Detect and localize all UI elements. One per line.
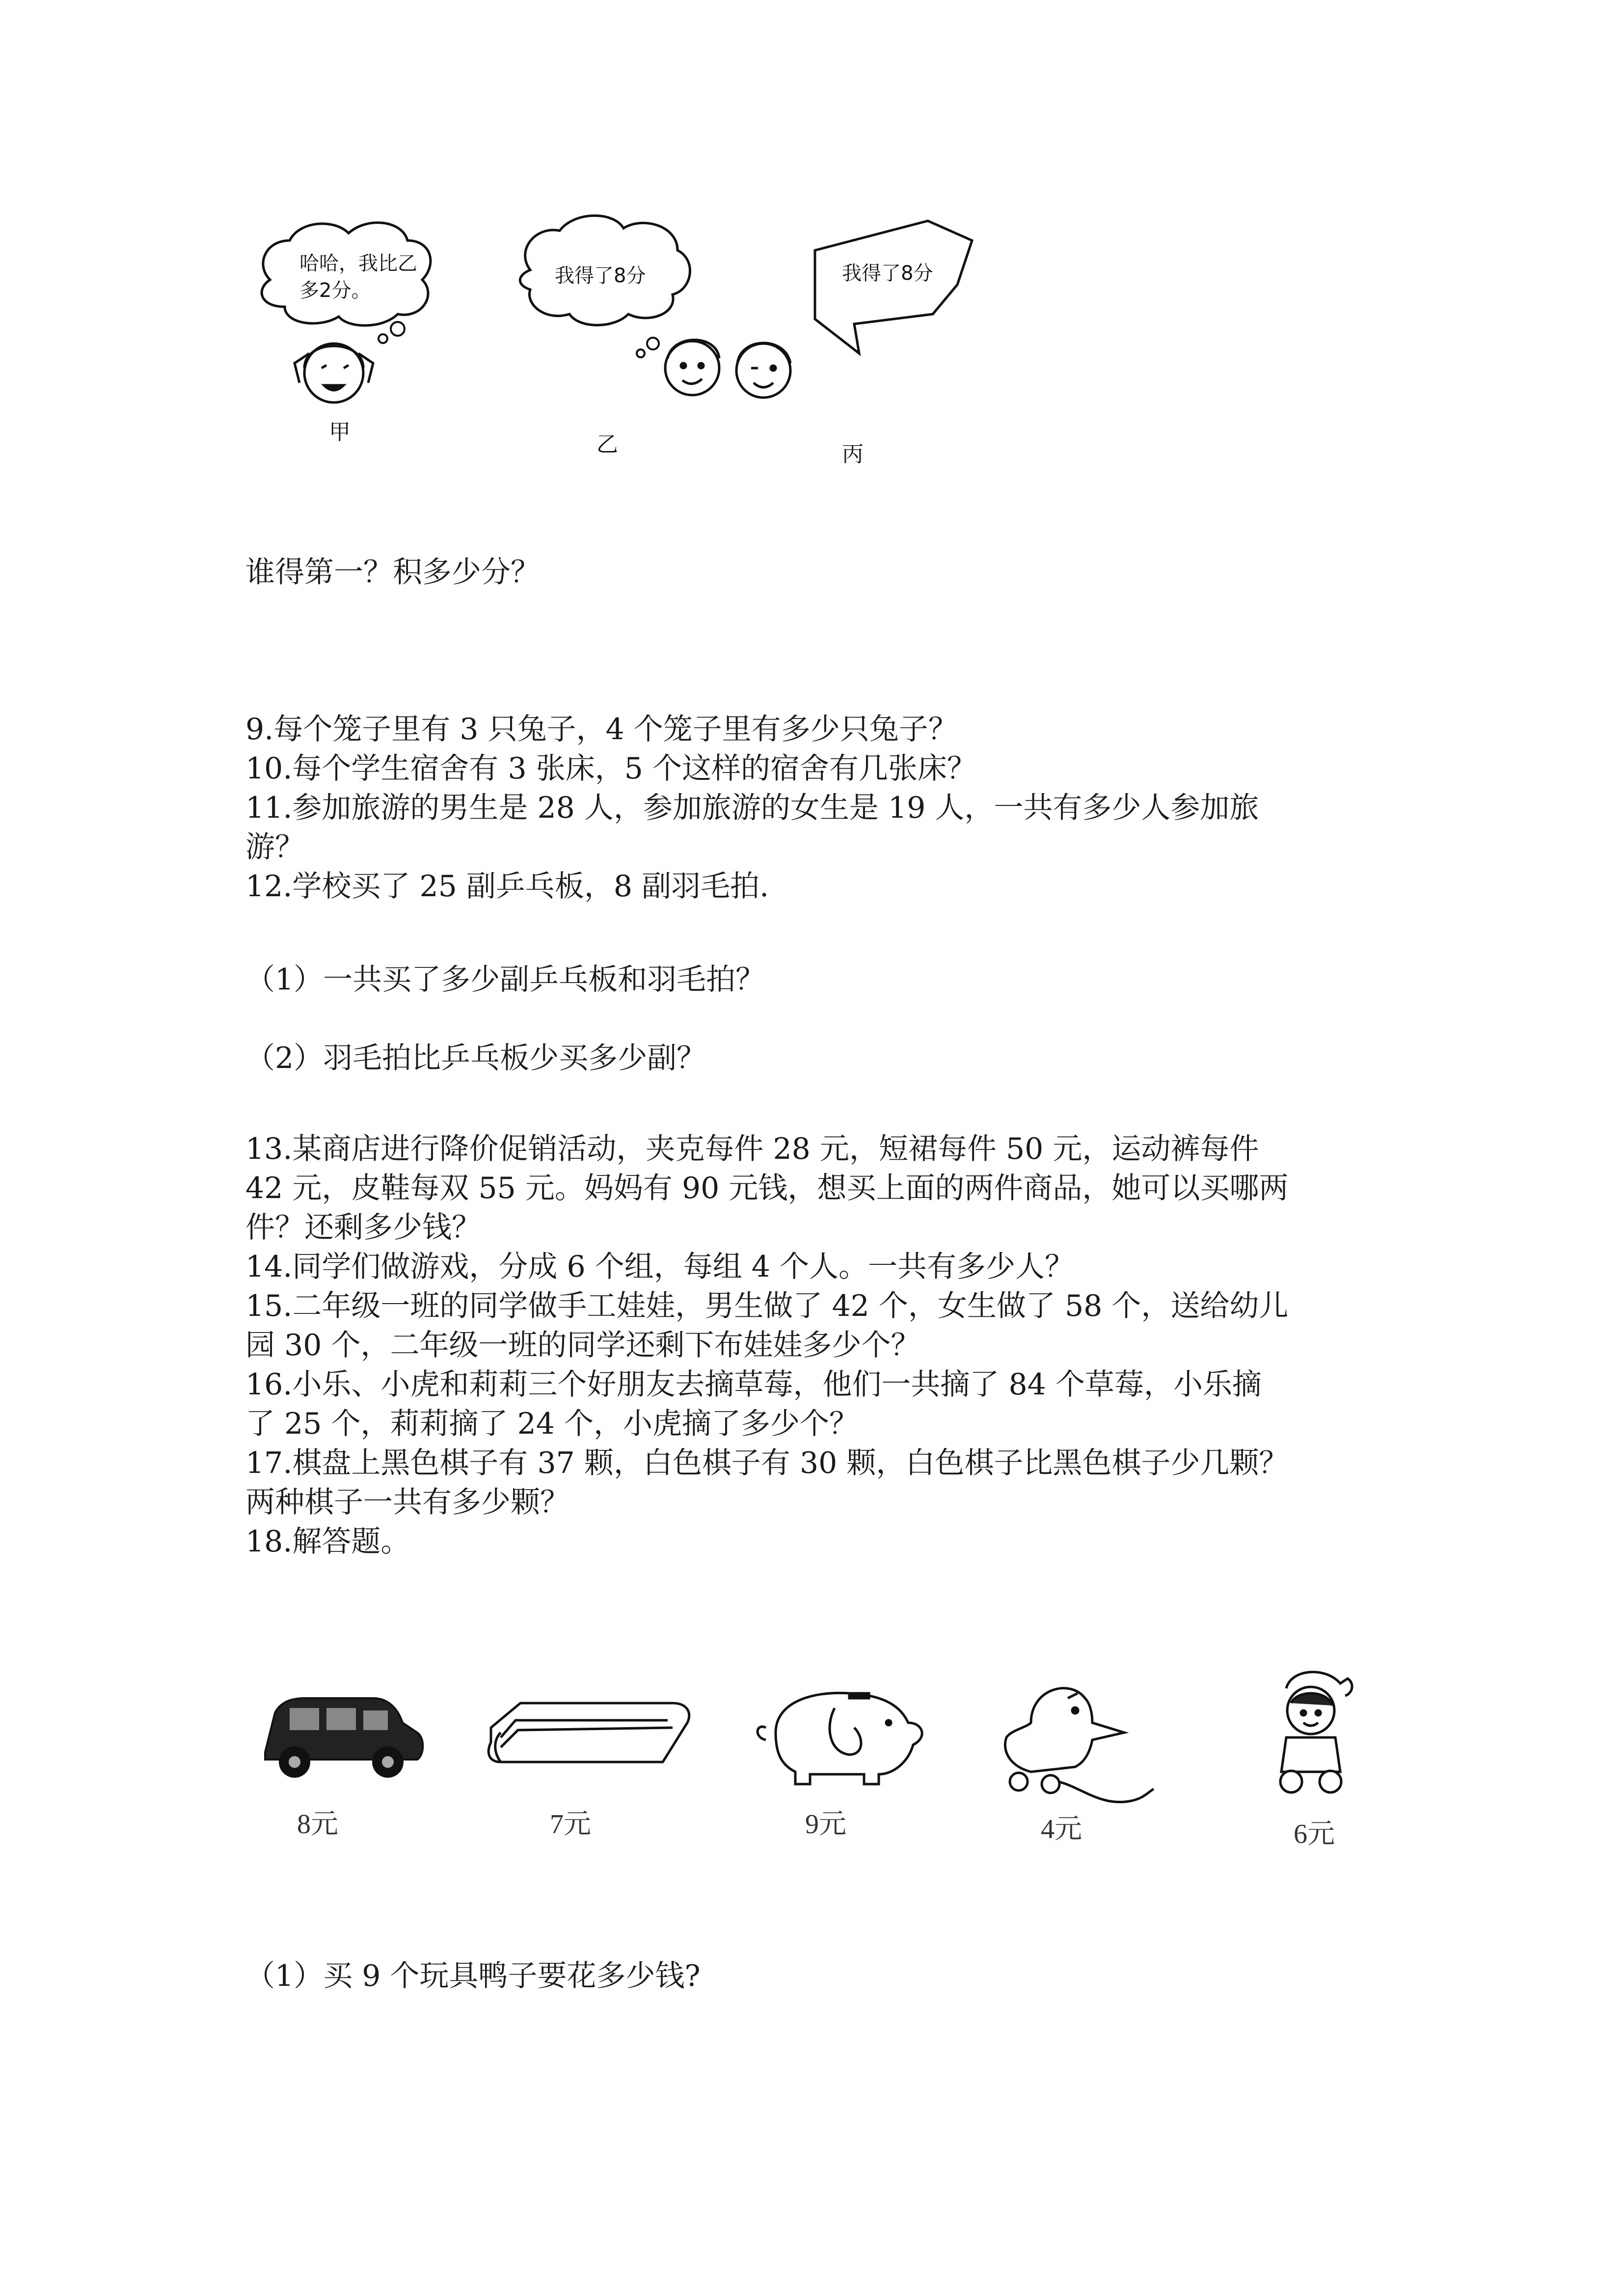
- bing-speech: 我得了8分: [842, 262, 933, 285]
- child-yi: [520, 215, 719, 457]
- speech-bubble-bing: [815, 221, 972, 353]
- yi-speech: 我得了8分: [555, 265, 646, 287]
- figure-toys: [245, 1669, 1399, 1875]
- name-bing: 丙: [842, 442, 864, 467]
- question-14: 14.同学们做游戏，分成 6 个组，每组 4 个人。一共有多少人？: [245, 1250, 1075, 1284]
- question-15-line1: 15.二年级一班的同学做手工娃娃，男生做了 42 个，女生做了 58 个，送给幼儿: [245, 1289, 1289, 1323]
- question-13-line3: 件？还剩多少钱？: [245, 1210, 481, 1245]
- question-12-part2: （2）羽毛拍比乒乓板少买多少副？: [245, 1041, 706, 1075]
- question-11-line1: 11.参加旅游的男生是 28 人，参加旅游的女生是 19 人，一共有多少人参加旅: [245, 791, 1259, 825]
- question-12: 12.学校买了 25 副乒乓板，8 副羽毛拍.: [245, 869, 769, 904]
- toy-duck-price: 4元: [1041, 1814, 1082, 1844]
- jia-speech-line2: 多2分。: [299, 279, 371, 302]
- question-17-line1: 17.棋盘上黑色棋子有 37 颗，白色棋子有 30 颗，白色棋子比黑色棋子少几颗？: [245, 1446, 1289, 1480]
- toy-duck-icon: [1005, 1688, 1154, 1802]
- jia-speech-line1: 哈哈，我比乙: [299, 252, 417, 275]
- question-17-line2: 两种棋子一共有多少颗？: [245, 1485, 569, 1520]
- child-jia: [262, 223, 431, 445]
- question-9: 9.每个笼子里有 3 只兔子，4 个笼子里有多少只兔子？: [245, 712, 958, 747]
- pencil-case-price: 7元: [550, 1809, 591, 1840]
- name-jia: 甲: [329, 420, 351, 445]
- question-11-line2: 游？: [245, 830, 304, 864]
- question-18-part1: （1）买 9 个玩具鸭子要花多少钱?: [245, 1959, 701, 1993]
- boy-face-icon: [665, 340, 719, 396]
- piggy-bank-price: 9元: [805, 1809, 846, 1840]
- question-12-part1: （1）一共买了多少副乒乓板和羽毛拍？: [245, 962, 765, 997]
- toy-car-price: 8元: [297, 1809, 338, 1840]
- question-10: 10.每个学生宿舍有 3 张床，5 个这样的宿舍有几张床？: [245, 751, 976, 786]
- doll-icon: [1280, 1672, 1352, 1792]
- girl-face-icon: [295, 344, 373, 402]
- question-13-line1: 13.某商店进行降价促销活动，夹克每件 28 元，短裙每件 50 元，运动裤每件: [245, 1132, 1259, 1166]
- piggy-bank-icon: [758, 1693, 922, 1784]
- name-yi: 乙: [596, 432, 618, 457]
- question-18: 18.解答题。: [245, 1524, 410, 1559]
- figure-speech-bubbles: [236, 206, 1021, 481]
- child-bing: [736, 221, 972, 467]
- toy-car-icon: [265, 1698, 423, 1778]
- question-15-line2: 园 30 个，二年级一班的同学还剩下布娃娃多少个？: [245, 1328, 920, 1362]
- question-16-line2: 了 25 个，莉莉摘了 24 个，小虎摘了多少个？: [245, 1407, 859, 1441]
- question-16-line1: 16.小乐、小虎和莉莉三个好朋友去摘草莓，他们一共摘了 84 个草莓，小乐摘: [245, 1367, 1262, 1402]
- pencil-case-icon: [488, 1703, 689, 1762]
- doll-price: 6元: [1294, 1819, 1335, 1849]
- q8-prompt: 谁得第一？积多少分？: [245, 555, 540, 589]
- question-13-line2: 42 元，皮鞋每双 55 元。妈妈有 90 元钱，想买上面的两件商品，她可以买哪两: [245, 1171, 1289, 1205]
- boy-winking-face-icon: [736, 343, 790, 398]
